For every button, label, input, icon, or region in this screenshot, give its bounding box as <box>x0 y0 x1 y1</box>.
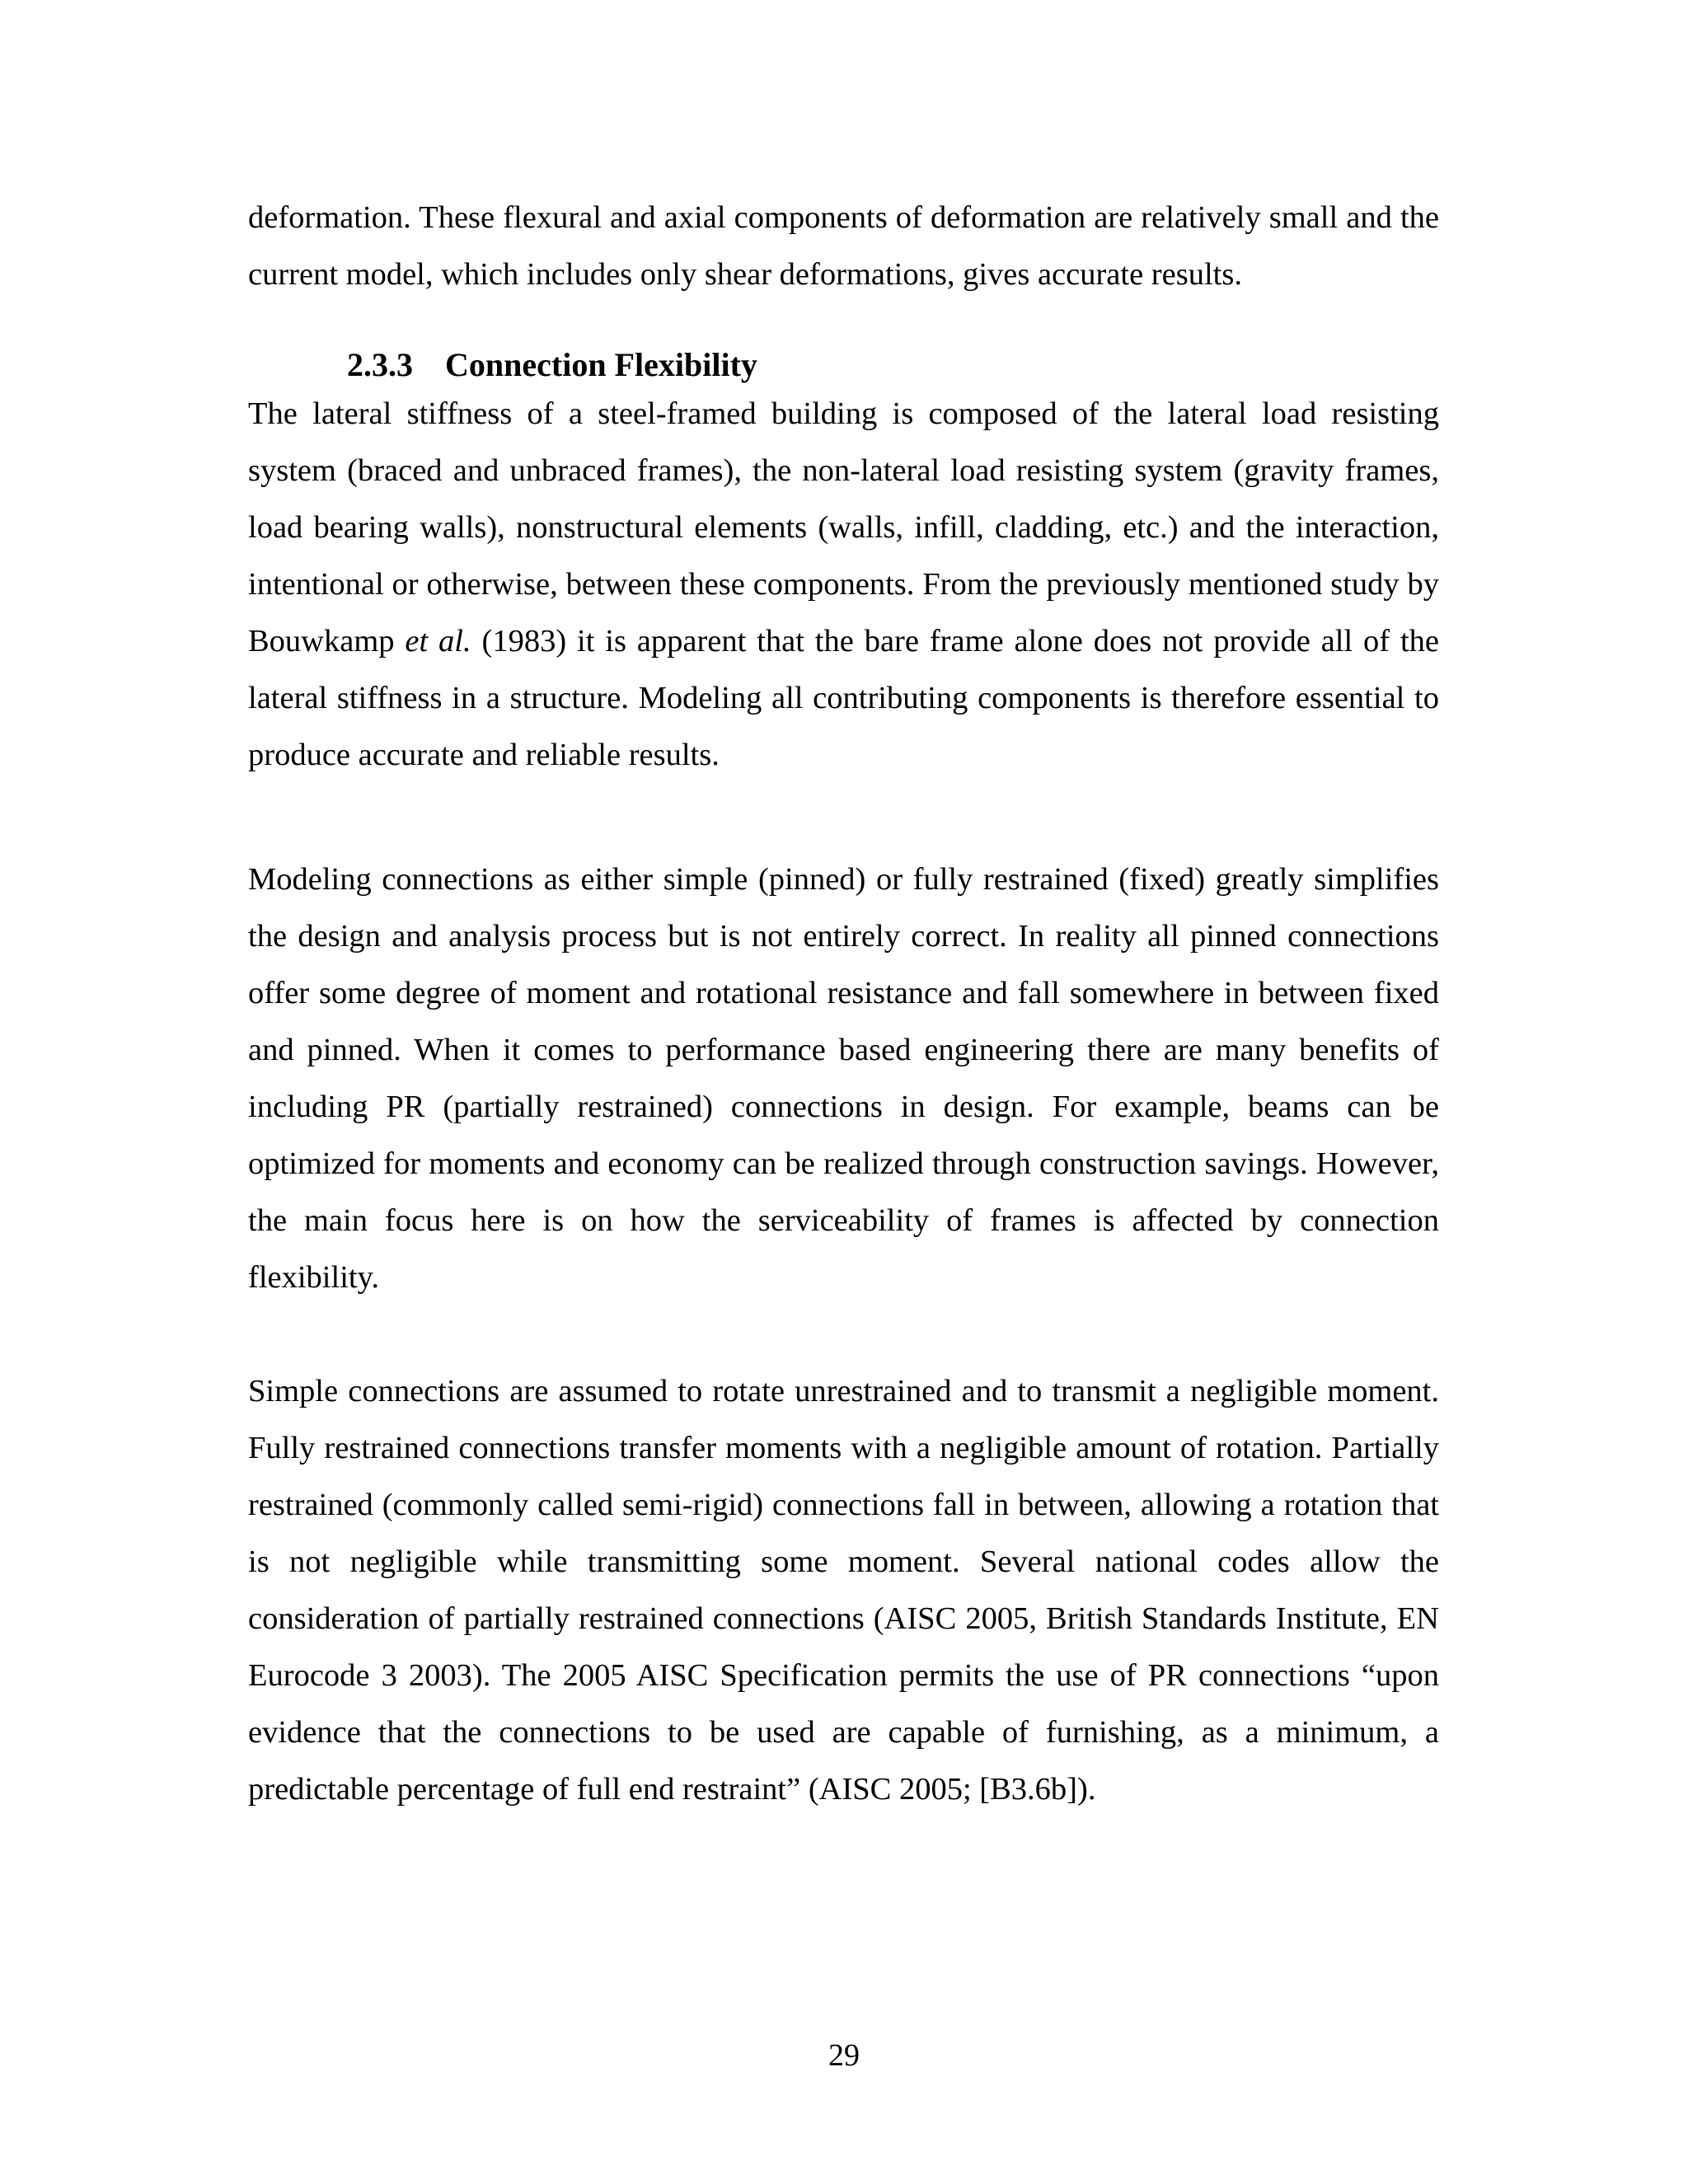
paragraph-modeling-connections: Modeling connections as either simple (pinned) or fully restrained (fixed) greatly simplifies the design and analysis process but is not entirely correct. In reality all pinned connections offer some degree of moment and rotational resistance and fall somewhere in between fixed and pinned. When it comes to performance based engineering there are many benefits of including PR (partially restrained) connections in design. For example, beams can be optimized for moments and economy can be realized through construction savings. However, the main focus here is on how the serviceability of frames is affected by connection flexibility. <box>248 862 1439 1295</box>
section-heading <box>347 342 757 388</box>
paragraph-lateral-stiffness <box>248 386 1439 784</box>
section-title: Connection Flexibility <box>445 346 757 383</box>
paragraph-1-text-b: (1983) it is apparent that the bare frame alone does not provide all of the lateral stiffness in a structure. Modeling all contributing components is therefore essential to produce accurate and reliable results. <box>248 624 1439 772</box>
paragraph-1-italic: et al. <box>405 624 471 658</box>
page-number: 29 <box>828 2038 860 2073</box>
section-number: 2.3.3 <box>347 346 413 383</box>
continuation-paragraph: deformation. These flexural and axial components of deformation are relatively small and the current model, which includes only shear deformations, gives accurate results. <box>248 200 1439 292</box>
paragraph-1-text-a: The lateral stiffness of a steel-framed building is composed of the lateral load resisting system (braced and unbraced frames), the non-lateral load resisting system (gravity frames, load bearing walls), nonstructural elements (walls, infill, cladding, etc.) and the interaction, intentional or otherwise, between these components. From the previously mentioned study by Bouwkamp <box>248 396 1439 658</box>
paragraph-simple-connections: Simple connections are assumed to rotate unrestrained and to transmit a negligible moment. Fully restrained connections transfer moments with a negligible amount of rotation. Partially restrained (commonly called semi-rigid) connections fall in between, allowing a rotation that is not negligible while transmitting some moment. Several national codes allow the consideration of partially restrained connections (AISC 2005, British Standards Institute, EN Eurocode 3 2003). The 2005 AISC Specification permits the use of PR connections “upon evidence that the connections to be used are capable of furnishing, as a minimum, a predictable percentage of full end restraint” (AISC 2005; [B3.6b]). <box>248 1374 1439 1807</box>
